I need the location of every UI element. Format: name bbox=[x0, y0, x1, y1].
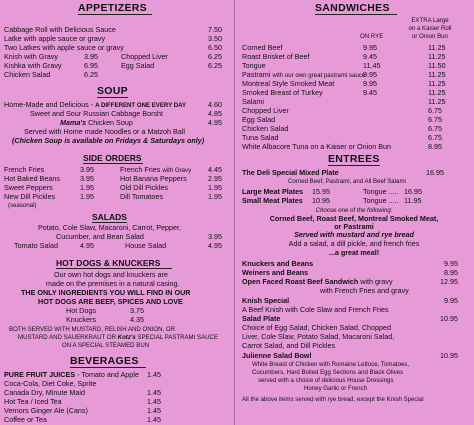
menu-item: Knuckers bbox=[66, 315, 96, 324]
menu-item: Chicken Salad bbox=[4, 70, 51, 79]
sandwich-kaiser-price: 11.25 bbox=[428, 88, 446, 97]
menu-item: Vernors Ginger Ale (Cans) bbox=[4, 406, 88, 415]
sandwich-header: or Onion Bun bbox=[412, 33, 448, 40]
menu-note: Carrot Salad, and Dill Pickles bbox=[242, 341, 336, 350]
menu-price: 12.95 bbox=[440, 277, 458, 286]
sandwich-name: Egg Salad bbox=[242, 115, 276, 124]
sandwich-rye-price: 9.95 bbox=[363, 70, 377, 79]
menu-price: 4.45 bbox=[208, 165, 222, 174]
menu-price: 6.25 bbox=[208, 52, 222, 61]
appetizers-underline bbox=[78, 14, 152, 15]
menu-price: 3.75 bbox=[130, 306, 144, 315]
menu-note: ON A SPECIAL STEAMED BUN bbox=[62, 342, 150, 349]
menu-note: Served with Home made Noodles or a Matzoh Ball bbox=[24, 127, 185, 136]
menu-price: 3.95 bbox=[80, 165, 94, 174]
menu-price: 4.85 bbox=[208, 109, 222, 118]
menu-price: 7.50 bbox=[208, 25, 222, 34]
menu-item: Cabbage Roll with Delicious Sauce bbox=[4, 25, 116, 34]
menu-price: 1.45 bbox=[147, 388, 161, 397]
sandwich-rye-price: 9.95 bbox=[363, 43, 377, 52]
menu-price: 9.95 bbox=[444, 296, 458, 305]
sandwich-kaiser-price: 6.75 bbox=[428, 124, 442, 133]
sandwich-kaiser-price: 11.25 bbox=[428, 97, 446, 106]
menu-price: 4.95 bbox=[208, 241, 222, 250]
menu-note: made on the premises in a natural casing. bbox=[46, 279, 180, 288]
menu-item: Julienne Salad Bowl bbox=[242, 351, 312, 360]
sandwich-rye-price: 9.45 bbox=[363, 88, 377, 97]
menu-price: 16.95 bbox=[404, 187, 422, 196]
menu-note: Liver, Cole Slaw, Potato Salad, Macaroni Salad, bbox=[242, 332, 395, 341]
menu-item: Sweet and Sour Russian Cabbage Borsht bbox=[30, 109, 164, 118]
menu-item: Hot Tea / Iced Tea bbox=[4, 397, 62, 406]
menu-note: with French Fries and gravy bbox=[320, 286, 409, 295]
menu-item: Old Dill Pickles bbox=[120, 183, 168, 192]
menu-item: Two Latkes with apple sauce or gravy bbox=[4, 43, 124, 52]
menu-price: 1.45 bbox=[147, 406, 161, 415]
menu-item: Knuckers and Beans bbox=[242, 259, 314, 268]
menu-item: Canada Dry, Minute Maid bbox=[4, 388, 85, 397]
sandwich-name: Chopped Liver bbox=[242, 106, 289, 115]
sandwich-header: on a Kaiser Roll bbox=[408, 25, 452, 32]
menu-item: Tongue ..... bbox=[363, 196, 399, 205]
sandwich-header-rye: ON RYE bbox=[360, 33, 384, 40]
menu-item: Tongue ..... bbox=[363, 187, 399, 196]
menu-price: 10.95 bbox=[440, 314, 458, 323]
sandwich-rye-price: 11.45 bbox=[363, 61, 381, 70]
sandwich-kaiser-price: 11.25 bbox=[428, 79, 446, 88]
menu-price: 8.95 bbox=[444, 268, 458, 277]
menu-item: Egg Salad bbox=[121, 61, 155, 70]
sandwich-header: EXTRA Large bbox=[411, 17, 449, 24]
menu-price: 3.95 bbox=[84, 52, 98, 61]
menu-price: 9.95 bbox=[444, 259, 458, 268]
menu-price: 4.95 bbox=[208, 118, 222, 127]
menu-price: 1.95 bbox=[208, 183, 222, 192]
menu-item: Hot Baked Beans bbox=[4, 174, 60, 183]
hotdogs-underline bbox=[56, 268, 172, 269]
appetizers-title: APPETIZERS bbox=[78, 2, 147, 14]
sandwiches-underline bbox=[315, 14, 397, 15]
menu-note: ...a great meal! bbox=[328, 248, 380, 257]
sandwich-name: Roast Brisket of Beef bbox=[242, 52, 310, 61]
menu-item: Knish with Gravy bbox=[4, 52, 58, 61]
menu-item: The Deli Special Mixed Plate bbox=[242, 168, 339, 177]
sandwich-name: Montreal Style Smoked Meat bbox=[242, 79, 335, 88]
sandwich-kaiser-price: 11.25 bbox=[428, 52, 446, 61]
menu-item: Hot Banana Peppers bbox=[120, 174, 187, 183]
menu-item: Latke with apple sauce or gravy bbox=[4, 34, 106, 43]
menu-note: Corned Beef, Pastrami, and All Beef Salami bbox=[288, 178, 406, 185]
menu-item: Open Faced Roast Beef Sandwich with gravy bbox=[242, 277, 393, 286]
menu-item: Tomato Salad bbox=[14, 241, 58, 250]
menu-price: 1.45 bbox=[147, 415, 161, 424]
menu-item: Salad Plate bbox=[242, 314, 281, 323]
entrees-underline bbox=[328, 165, 380, 166]
menu-item: PURE FRUIT JUICES - Tomato and Apple bbox=[4, 370, 139, 379]
menu-item: Large Meat Plates bbox=[242, 187, 304, 196]
soup-line-3: Mama's Chicken Soup bbox=[60, 118, 133, 127]
sandwich-kaiser-price: 6.75 bbox=[428, 106, 442, 115]
sandwich-rye-price: 9.45 bbox=[363, 52, 377, 61]
hotdogs-title: HOT DOGS & KNUCKERS bbox=[56, 258, 161, 268]
sandwich-name: Chicken Salad bbox=[242, 124, 289, 133]
menu-item: House Salad bbox=[125, 241, 167, 250]
sandwich-name: Tuna Salad bbox=[242, 133, 279, 142]
menu-price: 1.95 bbox=[80, 192, 94, 201]
menu-note: Cucumbers, Hard Boiled Egg Sections and Black Olives bbox=[252, 369, 404, 376]
menu-price: 3.50 bbox=[208, 34, 222, 43]
menu-price: 3.95 bbox=[208, 232, 222, 241]
menu-price: 4.35 bbox=[130, 315, 144, 324]
menu-price: 6.50 bbox=[208, 43, 222, 52]
menu-note: (Chicken Soup is available on Fridays & Saturdays only) bbox=[12, 136, 205, 145]
beverages-underline bbox=[70, 367, 146, 368]
sandwich-kaiser-price: 6.75 bbox=[428, 115, 442, 124]
side-orders-underline bbox=[83, 163, 143, 164]
menu-price: 15.95 bbox=[312, 187, 330, 196]
menu-price: 4.60 bbox=[208, 100, 222, 109]
menu-note: Served with mustard and rye bread bbox=[294, 230, 414, 239]
menu-price: 3.95 bbox=[80, 174, 94, 183]
menu-item: Sweet Peppers bbox=[4, 183, 53, 192]
menu-item: Weiners and Beans bbox=[242, 268, 309, 277]
menu-note: A Beef Knish with Cole Slaw and French Fries bbox=[242, 305, 389, 314]
menu-price: 10.95 bbox=[440, 351, 458, 360]
menu-item: Knish Special bbox=[242, 296, 290, 305]
soup-line-1: Home-Made and Delicious - A DIFFERENT ONE EVERY DAY bbox=[4, 100, 187, 109]
menu-item: Kishka with Gravy bbox=[4, 61, 62, 70]
menu-price: 11.95 bbox=[404, 196, 422, 205]
menu-note: served with a choice of delicious House Dressings bbox=[258, 377, 394, 384]
menu-price: 6.25 bbox=[84, 70, 98, 79]
beverages-title: BEVERAGES bbox=[70, 355, 139, 367]
menu-item: Dill Tomatoes bbox=[120, 192, 164, 201]
menu-item: French Fries with Gravy bbox=[120, 165, 192, 174]
sandwich-name: Tongue bbox=[242, 61, 266, 70]
menu-price: 4.95 bbox=[80, 241, 94, 250]
menu-item: Cucumber, and Bean Salad bbox=[56, 232, 144, 241]
menu-footer-note: All the above items served with rye bread, except the Knish Special bbox=[242, 396, 424, 403]
menu-price: 1.95 bbox=[80, 183, 94, 192]
sandwiches-title: SANDWICHES bbox=[315, 2, 390, 14]
sandwich-kaiser-price: 11.25 bbox=[428, 43, 446, 52]
menu-note: Our own hot dogs and knuckers are bbox=[54, 270, 168, 279]
sandwich-kaiser-price: 11.25 bbox=[428, 70, 446, 79]
menu-note: Choose one of the following: bbox=[315, 207, 393, 214]
menu-item: Coffee or Tea bbox=[4, 415, 47, 424]
sandwich-kaiser-price: 6.75 bbox=[428, 133, 442, 142]
menu-price: 1.45 bbox=[147, 370, 161, 379]
sandwich-kaiser-price: 11.50 bbox=[428, 61, 446, 70]
sandwich-name: Corned Beef bbox=[242, 43, 283, 52]
menu-price: 16.95 bbox=[426, 168, 444, 177]
menu-item: Small Meat Plates bbox=[242, 196, 303, 205]
menu-price: 1.95 bbox=[208, 192, 222, 201]
side-orders-title: SIDE ORDERS bbox=[83, 153, 142, 163]
menu-item: Hot Dogs bbox=[66, 306, 96, 315]
sandwich-kaiser-price: 8.95 bbox=[428, 142, 442, 151]
menu-item: French Fries bbox=[4, 165, 45, 174]
menu-note: HOT DOGS ARE BEEF, SPICES AND LOVE bbox=[38, 297, 183, 306]
menu-price: 10.95 bbox=[312, 196, 330, 205]
menu-note: Corned Beef, Roast Beef, Montreal Smoked Meat, bbox=[269, 214, 439, 223]
menu-price: 2.95 bbox=[208, 174, 222, 183]
sandwich-name: Smoked Breast of Turkey bbox=[242, 88, 323, 97]
menu-price: 6.95 bbox=[84, 61, 98, 70]
sandwich-rye-price: 9.95 bbox=[363, 79, 377, 88]
soup-title: SOUP bbox=[97, 85, 128, 97]
menu-price: 6.25 bbox=[208, 61, 222, 70]
menu-note: MUSTARD AND SAUERKRAUT OR Kotz's SPECIAL PASTRAMI SAUCE bbox=[18, 334, 219, 341]
menu-note: White Breast of Chicken with Romaine Lettuce, Tomatoes, bbox=[252, 361, 410, 368]
menu-note: Choice of Egg Salad, Chicken Salad, Chopped bbox=[242, 323, 392, 332]
menu-item: Coca-Cola, Diet Coke, Sprite bbox=[4, 379, 97, 388]
sandwich-name: Pastrami with our own great pastrami sauce bbox=[242, 70, 366, 79]
sandwich-name: White Albacore Tuna on a Kaiser or Onion Bun bbox=[242, 142, 392, 151]
menu-note: (seasonal) bbox=[8, 202, 37, 209]
left-column bbox=[0, 0, 235, 425]
menu-note: THE ONLY INGREDIENTS YOU WILL FIND IN OUR bbox=[21, 288, 191, 297]
right-column bbox=[236, 0, 474, 425]
menu-item: Chopped Liver bbox=[121, 52, 168, 61]
menu-note: or Pastrami bbox=[334, 222, 374, 231]
menu-item: Potato, Cole Slaw, Macaroni, Carrot, Pepper, bbox=[38, 223, 182, 232]
entrees-title: ENTREES bbox=[328, 153, 380, 165]
sandwich-name: Salami bbox=[242, 97, 264, 106]
soup-underline bbox=[97, 97, 128, 98]
menu-note: BOTH SERVED WITH MUSTARD, RELISH AND ONION, OR bbox=[9, 326, 176, 333]
salads-title: SALADS bbox=[92, 212, 127, 222]
menu-item: New Dill Pickles bbox=[4, 192, 56, 201]
menu-note: Add a salad, a dill pickle, and french fries bbox=[288, 239, 420, 248]
menu-price: 1.45 bbox=[147, 397, 161, 406]
menu-note: Honey Garlic or French bbox=[304, 385, 367, 392]
